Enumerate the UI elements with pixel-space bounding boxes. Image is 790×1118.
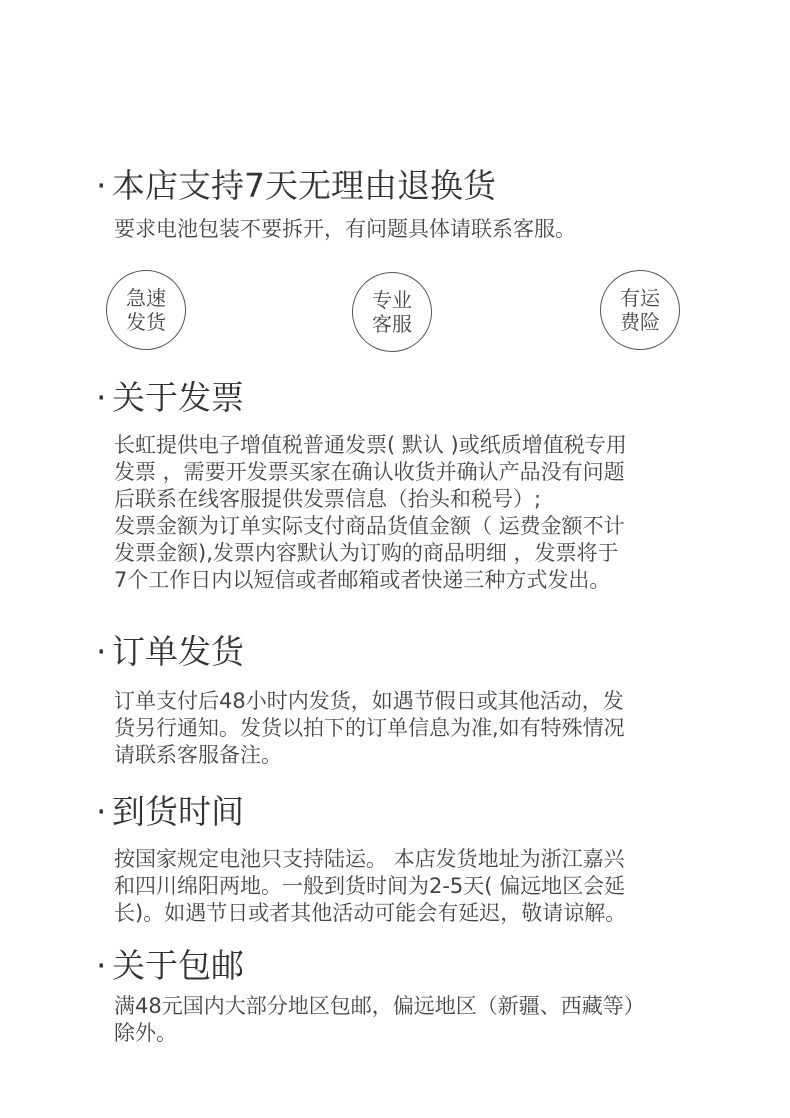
text-line: 长虹提供电子增值税普通发票( 默认 )或纸质增值税专用 xyxy=(114,433,627,457)
shipping-text xyxy=(114,688,714,769)
returns-text xyxy=(114,216,714,243)
text-line: 满48元国内大部分地区包邮，偏远地区（新疆、西藏等） xyxy=(114,994,645,1018)
free-shipping-text xyxy=(114,993,714,1047)
text-line: 按国家规定电池只支持陆运。 本店发货地址为浙江嘉兴 xyxy=(114,847,625,871)
pro-service-badge xyxy=(352,272,432,352)
fast-shipping-badge xyxy=(106,270,186,350)
text-line: 货另行通知。发货以拍下的订单信息为准,如有特殊情况 xyxy=(114,716,625,740)
text-line: 请联系客服备注。 xyxy=(114,743,282,767)
bullet-dot: · xyxy=(96,378,107,417)
delivery-heading: · 到货时间 xyxy=(96,792,244,831)
badge-line: 费险 xyxy=(620,310,660,334)
shipping-heading: · 订单发货 xyxy=(96,632,244,671)
bullet-dot: · xyxy=(96,946,107,985)
invoice-text xyxy=(114,432,714,594)
shipping-insurance-badge xyxy=(600,270,680,350)
text-line: 长)。如遇节日或者其他活动可能会有延迟，敬请谅解。 xyxy=(114,901,627,925)
delivery-text xyxy=(114,846,714,927)
text-line: 要求电池包装不要拆开，有问题具体请联系客服。 xyxy=(114,217,576,241)
bullet-dot: · xyxy=(96,792,107,831)
text-line: 7个工作日内以短信或者邮箱或者快递三种方式发出。 xyxy=(114,568,611,592)
badge-line: 发货 xyxy=(126,310,166,334)
text-line: 发票 ，需要开发票买家在确认收货并确认产品没有问题 xyxy=(114,460,625,484)
invoice-heading: · 关于发票 xyxy=(96,378,244,417)
badge-line: 急速 xyxy=(126,286,166,310)
text-line: 发票金额),发票内容默认为订购的商品明细 ，发票将于 xyxy=(114,541,619,565)
text-line: 和四川绵阳两地。一般到货时间为2-5天( 偏远地区会延 xyxy=(114,874,626,898)
bullet-dot: · xyxy=(96,166,107,205)
free-shipping-heading: · 关于包邮 xyxy=(96,946,244,985)
badge-line: 有运 xyxy=(620,286,660,310)
text-line: 发票金额为订单实际支付商品货值金额（ 运费金额不计 xyxy=(114,514,625,538)
bullet-dot: · xyxy=(96,632,107,671)
returns-heading: · 本店支持7天无理由退换货 xyxy=(96,166,496,205)
badge-line: 专业 xyxy=(372,288,412,312)
text-line: 订单支付后48小时内发货，如遇节假日或其他活动，发 xyxy=(114,689,624,713)
text-line: 后联系在线客服提供发票信息（抬头和税号）; xyxy=(114,487,542,511)
text-line: 除外。 xyxy=(114,1021,177,1045)
badge-line: 客服 xyxy=(372,312,412,336)
